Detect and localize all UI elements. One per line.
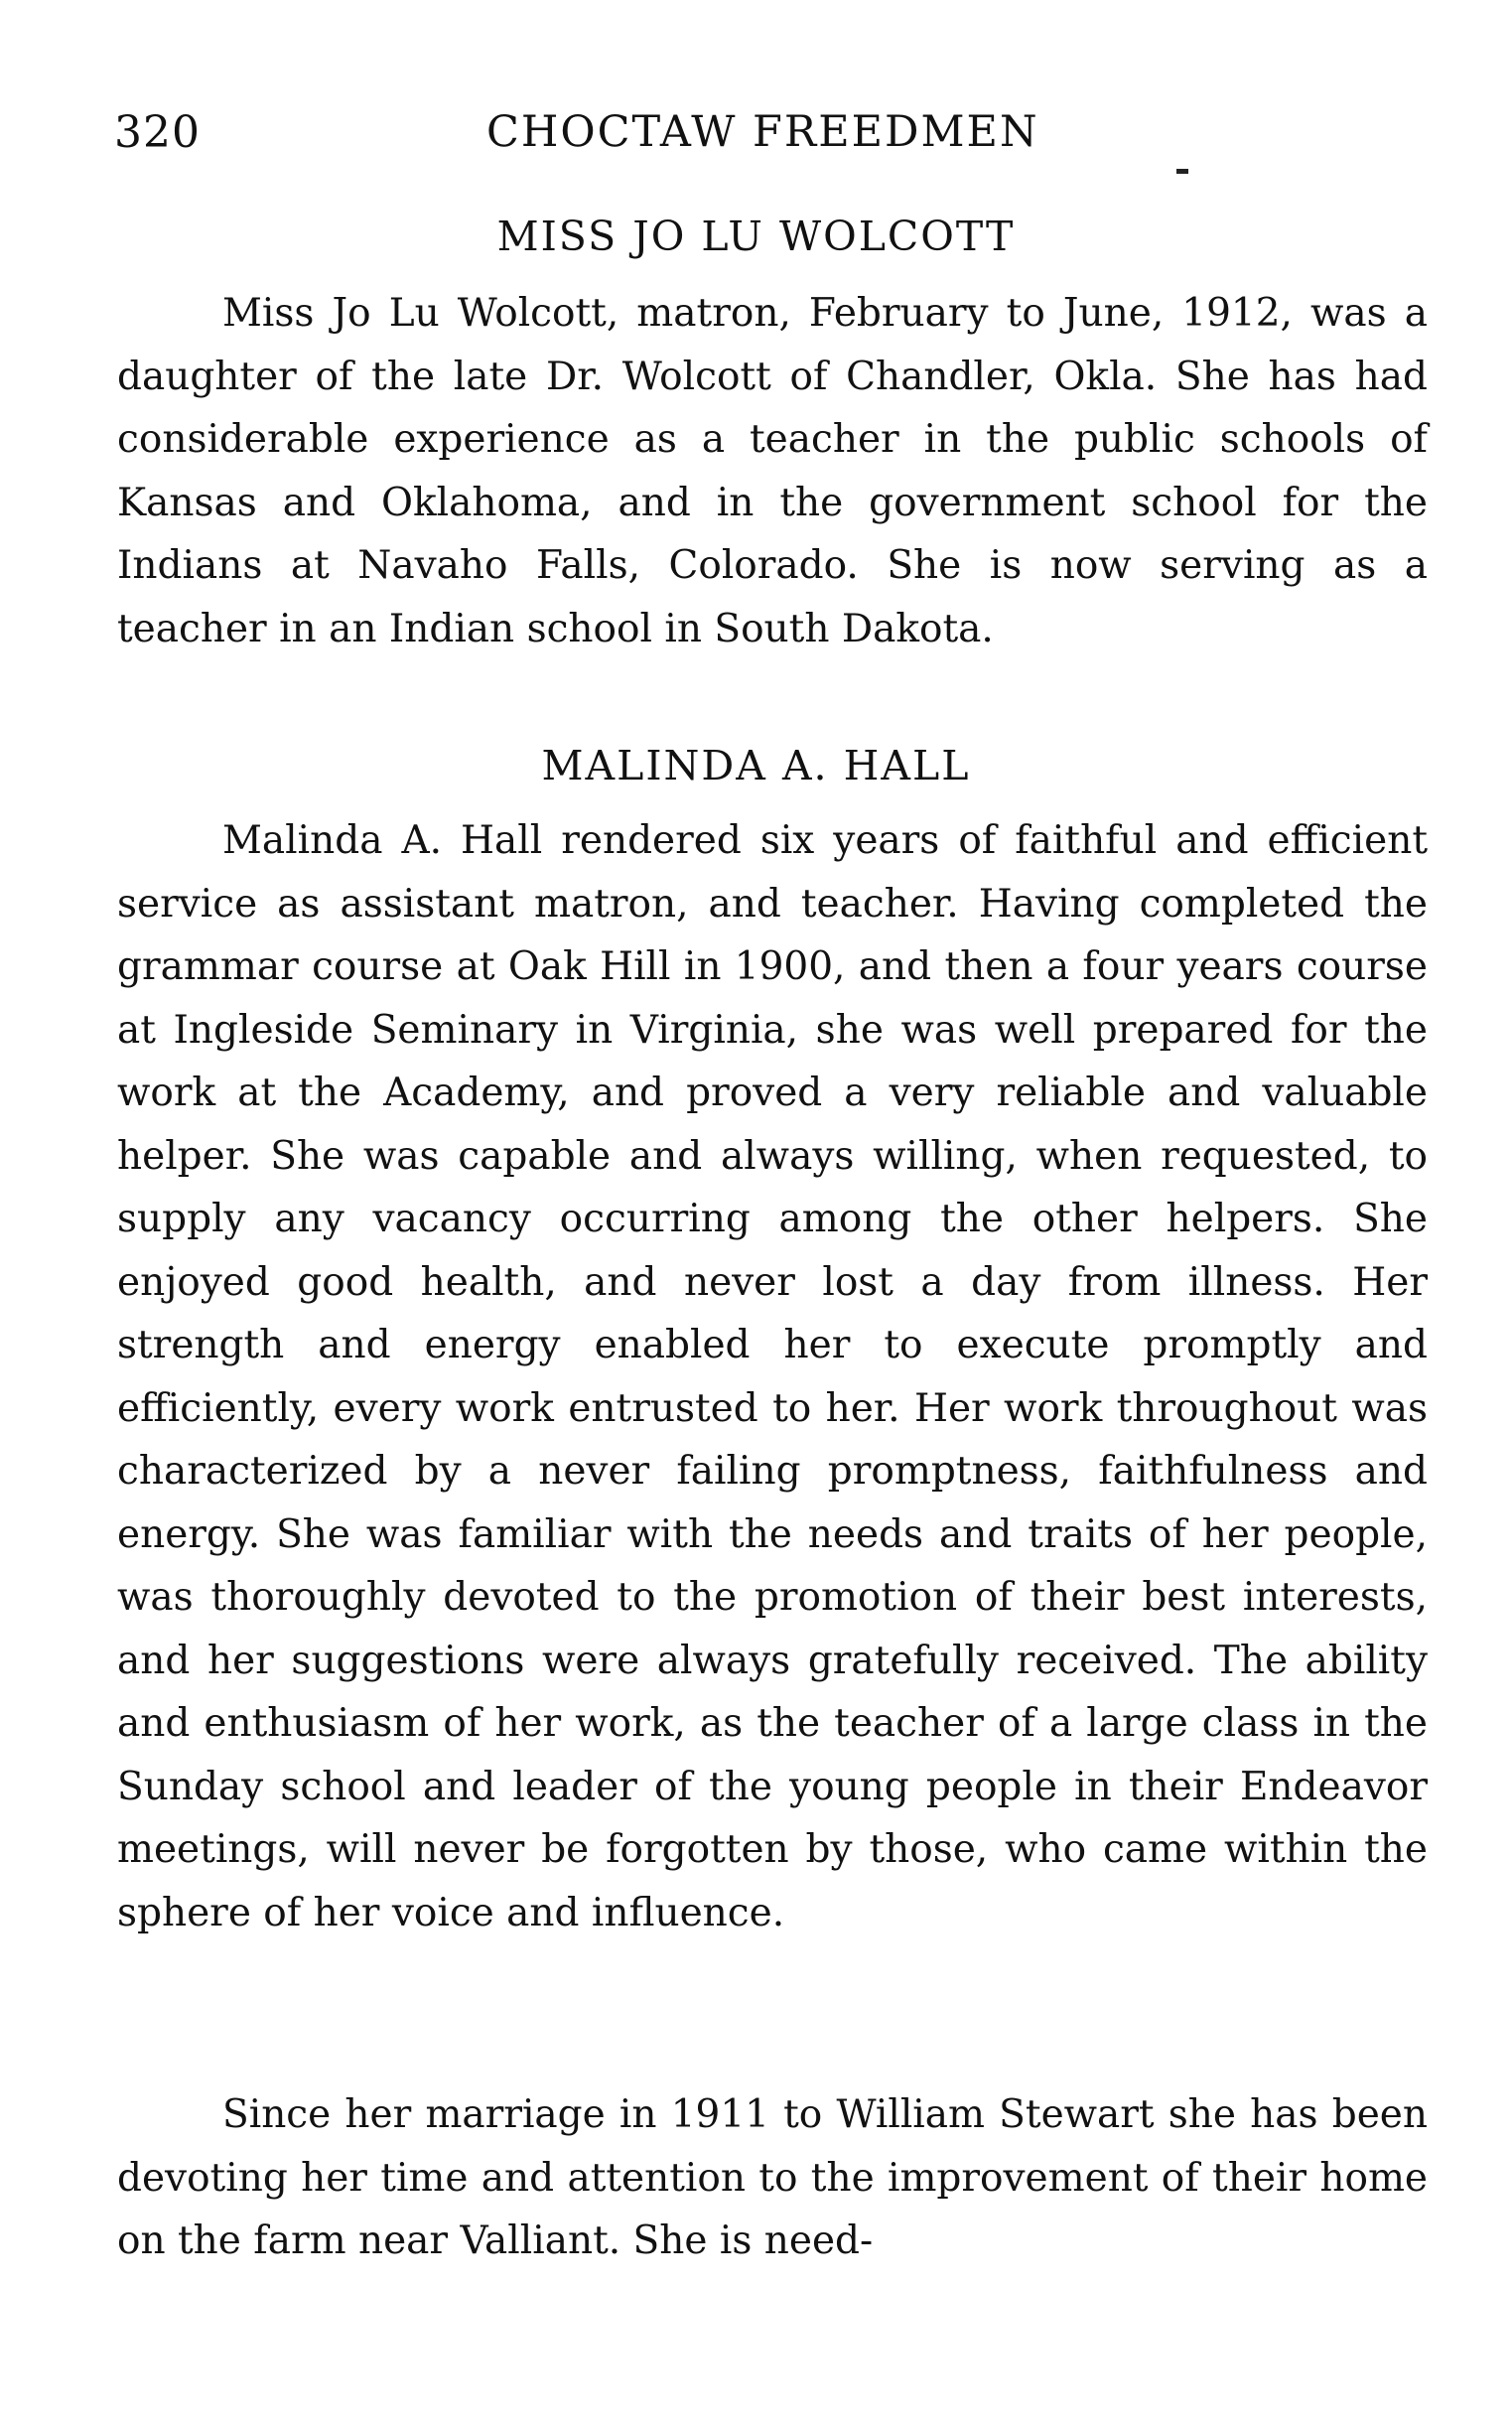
- paragraph-hall-2: Since her marriage in 1911 to William Stewart she has been devoting her time and attention to the improvement of their home on the farm near Valliant. She is need-: [117, 2092, 1428, 2263]
- print-mark: [1176, 169, 1188, 174]
- section-heading-hall: MALINDA A. HALL: [541, 742, 971, 789]
- running-head: [114, 107, 1425, 177]
- page-number: 320: [114, 107, 201, 158]
- paragraph-hall-1: Malinda A. Hall rendered six years of faithful and efficient service as assistant matron, and teacher. Having completed the grammar course at Oak Hill in 1900, and then a four years course at Ingleside Seminary in Virginia, she was well prepared for the work at the Academy, and proved a very reliable and valuable helper. She was capable and always willing, when requested, to supply any vacancy occurring among the other helpers. She enjoyed good health, and never lost a day from illness. Her strength and energy enabled her to execute promptly and efficiently, every work entrusted to her. Her work throughout was characterized by a never failing promptness, faithfulness and energy. She was familiar with the needs and traits of her people, was thoroughly devoted to the promotion of their best interests, and her suggestions were always gratefully received. The ability and enthusiasm of her work, as the teacher of a large class in the Sunday school and leader of the young people in their Endeavor meetings, will never be forgotten by those, who came within the sphere of her voice and influence.: [117, 818, 1428, 1935]
- section-heading-wolcott: MISS JO LU WOLCOTT: [496, 213, 1016, 260]
- paragraph-wolcott: Miss Jo Lu Wolcott, matron, February to June, 1912, was a daughter of the late Dr. Wolcott of Chandler, Okla. She has had considerable experience as a teacher in the public schools of Kansas and Oklahoma, and in the government school for the Indians at Navaho Falls, Colorado. She is now serving as a teacher in an Indian school in South Dakota.: [117, 291, 1428, 651]
- running-title: CHOCTAW FREEDMEN: [486, 107, 1039, 157]
